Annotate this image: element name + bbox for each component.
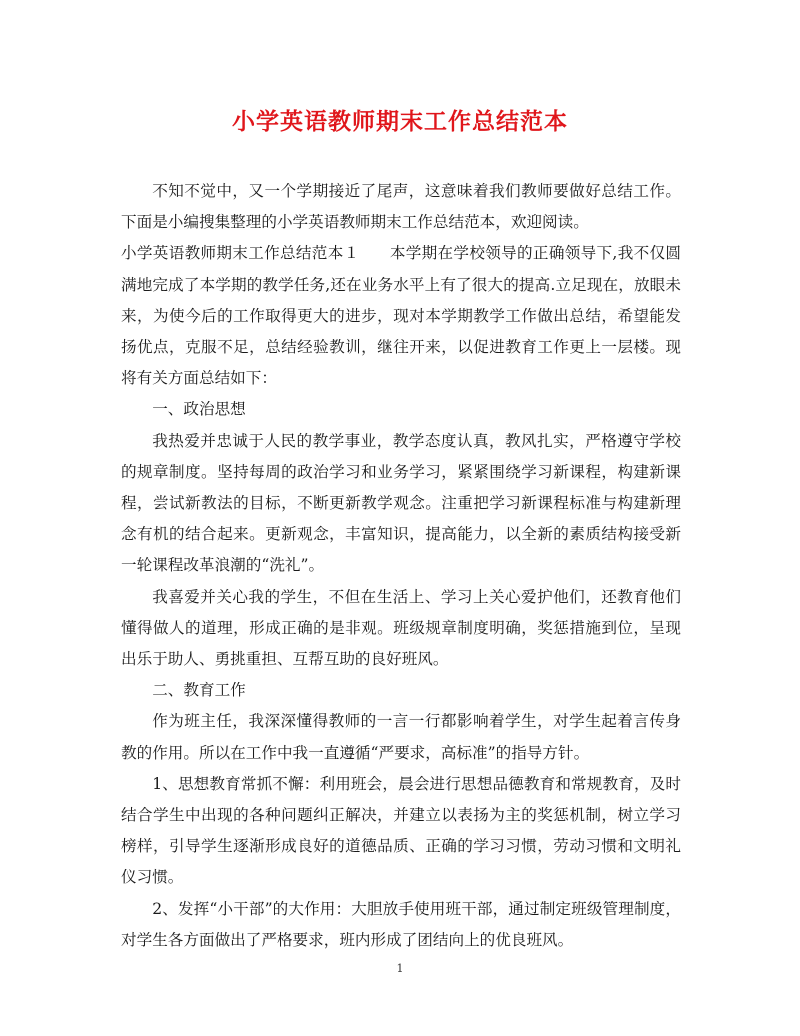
politics-paragraph-2: 我喜爱并关心我的学生，不但在生活上、学习上关心爱护他们，还教育他们懂得做人的道理，形成正确的是非观。班级规章制度明确，奖惩措施到位，呈现出乐于助人、勇挑重担、互帮互助的良好班风。 — [121, 587, 681, 669]
document-body — [121, 176, 681, 956]
education-item-1: 1、思想教育常抓不懈：利用班会，晨会进行思想品德教育和常规教育，及时结合学生中出现的各种问题纠正解决，并建立以表扬为主的奖惩机制，树立学习榜样，引导学生逐渐形成良好的道德品质、正确的学习习惯，劳动习惯和文明礼仪习惯。 — [121, 774, 681, 887]
education-item-2: 2、发挥“小干部”的大作用：大胆放手使用班干部，通过制定班级管理制度，对学生各方面做出了严格要求，班内形成了团结向上的优良班风。 — [121, 899, 681, 949]
sample-intro-text: 本学期在学校领导的正确领导下,我不仅圆满地完成了本学期的教学任务,还在业务水平上有了很大的提高.立足现在，放眼未来，为使今后的工作取得更大的进步，现对本学期教学工作做出总结，希望能发扬优点，克服不足，总结经验教训，继往开来，以促进教育工作更上一层楼。现将有关方面总结如下： — [121, 244, 681, 388]
page-number: 1 — [396, 962, 404, 975]
politics-paragraph-1: 我热爱并忠诚于人民的教学事业，教学态度认真，教风扎实，严格遵守学校的规章制度。坚持每周的政治学习和业务学习，紧紧围绕学习新课程，构建新课程，尝试新教法的目标，不断更新教学观念。注重把学习新课程标准与构建新理念有机的结合起来。更新观念，丰富知识，提高能力，以全新的素质结构接受新一轮课程改革浪潮的“洗礼”。 — [121, 431, 681, 575]
document-title: 小学英语教师期末工作总结范本 — [232, 108, 568, 135]
sample-paragraph — [121, 238, 681, 394]
education-paragraph-1: 作为班主任，我深深懂得教师的一言一行都影响着学生，对学生起着言传身教的作用。所以在工作中我一直遵循“严要求，高标准”的指导方针。 — [121, 712, 681, 762]
section-heading-education: 二、教育工作 — [152, 681, 246, 700]
intro-paragraph: 不知不觉中，又一个学期接近了尾声，这意味着我们教师要做好总结工作。下面是小编搜集整理的小学英语教师期末工作总结范本，欢迎阅读。 — [121, 182, 681, 232]
section-heading-politics: 一、政治思想 — [152, 400, 246, 419]
sample-heading: 小学英语教师期末工作总结范本１ — [121, 244, 360, 263]
